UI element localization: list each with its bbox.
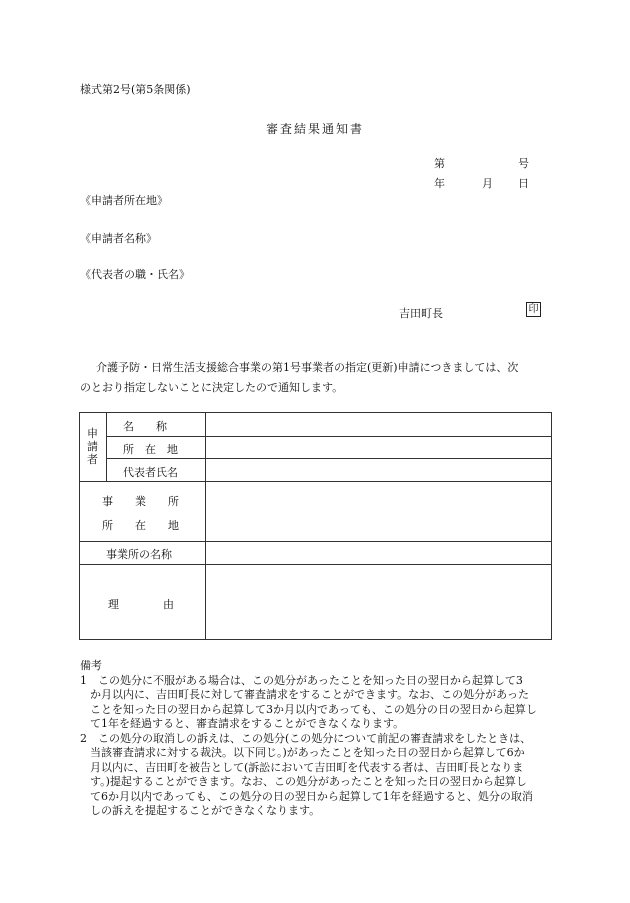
- table-divider: [106, 458, 551, 459]
- table-divider: [106, 436, 551, 437]
- reason-header: 理 由: [108, 598, 174, 611]
- office-location-header-line1: 事 業 所: [102, 495, 179, 508]
- table-divider: [80, 564, 551, 565]
- office-location-header-line2: 所 在 地: [102, 519, 179, 532]
- table-divider: [205, 413, 206, 639]
- table-divider: [80, 541, 551, 542]
- applicant-name-header: 名 称: [123, 420, 167, 433]
- applicant-name-label: 《申請者名称》: [80, 232, 157, 245]
- document-title: 審査結果通知書: [265, 122, 364, 136]
- remarks-line: て6か月以内であっても、この処分の日の翌日から起算して1年を経過すると、処分の取消: [90, 789, 533, 803]
- notice-line-2: のとおり指定しないことに決定したので通知します。: [80, 381, 344, 394]
- remarks: [80, 659, 560, 819]
- remarks-line: て1年を経過すると、審査請求をすることができなくなります。: [90, 717, 405, 730]
- remarks-line: 2 この処分の取消しの訴えは、この処分(この処分について前記の審査請求をしたときは、: [80, 731, 532, 745]
- table-divider: [80, 481, 551, 482]
- remarks-line: か月以内に、吉田町長に対して審査請求をすることができます。なお、この処分があった: [90, 688, 530, 701]
- notice-text: [80, 358, 556, 398]
- date-year: 年: [434, 177, 445, 190]
- remarks-line: しの訴えを提起することができなくなります。: [90, 804, 321, 817]
- remarks-line: 1 この処分に不服がある場合は、この処分があったことを知った日の翌日から起算して3: [80, 673, 523, 687]
- applicant-address-label: 《申請者所在地》: [80, 194, 168, 207]
- remarks-line: す。)提起することができます。なお、この処分があったことを知った日の翌日から起算し: [90, 775, 527, 788]
- issuer-title: 吉田町長: [399, 307, 443, 320]
- applicant-rep-header: 代表者氏名: [123, 466, 178, 479]
- representative-label: 《代表者の職・氏名》: [80, 268, 190, 281]
- seal-mark: 印: [526, 302, 541, 317]
- form-number: 様式第2号(第5条関係): [80, 83, 191, 96]
- number-prefix: 第: [434, 157, 445, 170]
- date-day: 日: [518, 177, 529, 190]
- office-name-header: 事業所の名称: [106, 548, 172, 561]
- applicant-address-header: 所 在 地: [123, 443, 178, 456]
- number-suffix: 号: [518, 157, 529, 170]
- remarks-line: ことを知った日の翌日から起算して3か月以内であっても、この処分の日の翌日から起算し: [90, 702, 537, 716]
- remarks-line: 当該審査請求に対する裁決。以下同じ。)があったことを知った日の翌日から起算して6か: [90, 746, 525, 759]
- date-month: 月: [482, 177, 493, 190]
- table-divider: [106, 413, 107, 481]
- remarks-line: 月以内に、吉田町を被告として(訴訟において吉田町を代表する者は、吉田町長となりま: [90, 760, 524, 774]
- notice-line-1: 介護予防・日常生活支援総合事業の第1号事業者の指定(更新)申請につきましては、次: [96, 361, 519, 374]
- remarks-heading: 備考: [80, 659, 102, 672]
- applicant-group-label: 申請者: [87, 427, 98, 466]
- result-table: [79, 412, 552, 640]
